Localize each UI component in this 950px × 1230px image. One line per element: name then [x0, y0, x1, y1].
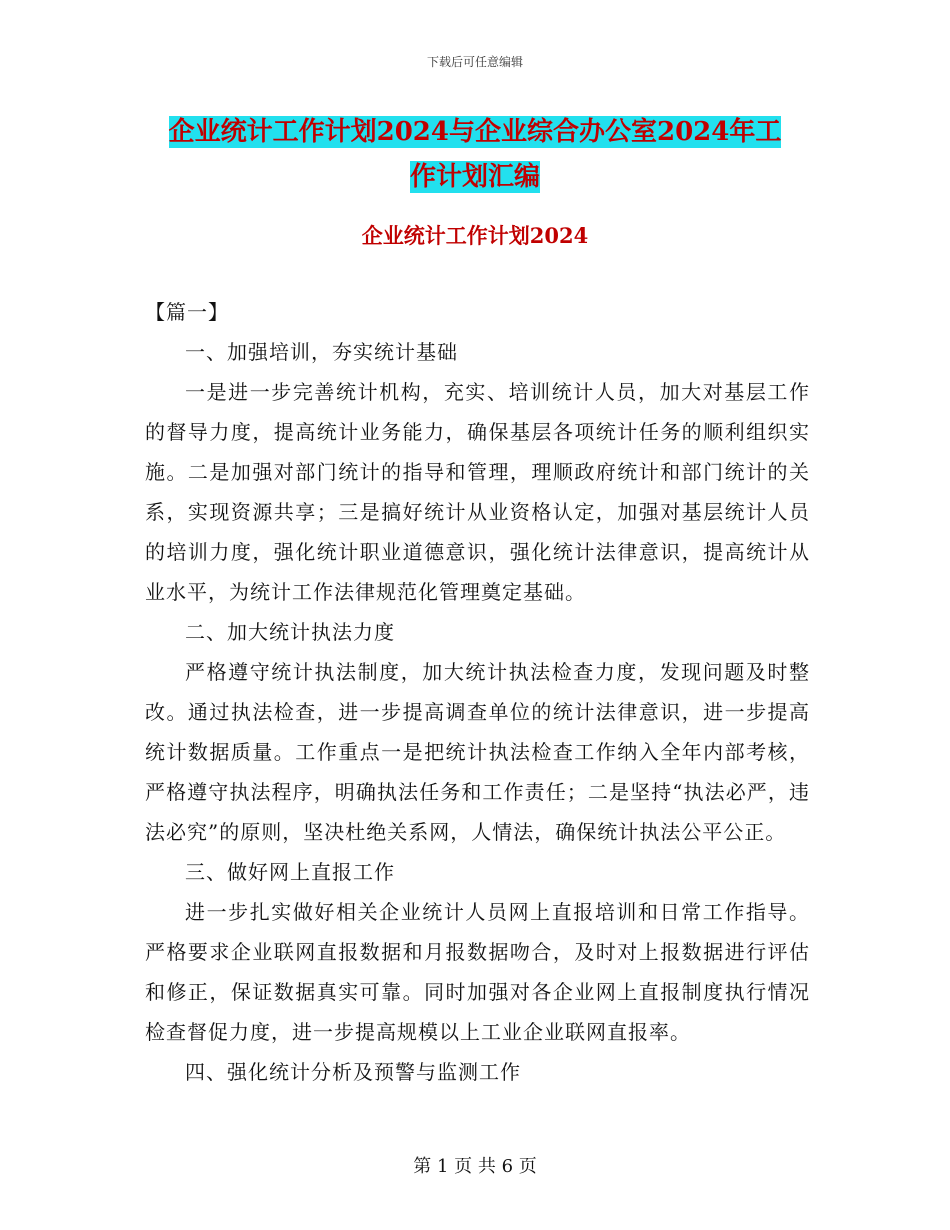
title-line-2: 作计划汇编	[409, 162, 540, 192]
title-line-1: 企业统计工作计划2024与企业综合办公室2024年工	[168, 117, 782, 147]
section-heading-3: 三、做好网上直报工作	[185, 860, 395, 884]
page-footer: 第 1 页 共 6 页	[413, 1156, 537, 1177]
document-body	[145, 292, 810, 1092]
document-title	[150, 110, 800, 200]
section-heading-1: 一、加强培训，夯实统计基础	[185, 340, 458, 364]
body-paragraph-2: 严格遵守统计执法制度，加大统计执法检查力度，发现问题及时整改。通过执法检查，进一步提高调查单位的统计法律意识，进一步提高统计数据质量。工作重点一是把统计执法检查工作纳入全年内部考核，严格遵守执法程序，明确执法任务和工作责任；二是坚持“执法必严，违法必究”的原则，坚决杜绝关系网，人情法，确保统计执法公平公正。	[145, 660, 810, 844]
header-note: 下载后可任意编辑	[426, 55, 523, 69]
section-heading-2: 二、加大统计执法力度	[185, 620, 395, 644]
body-paragraph-3: 进一步扎实做好相关企业统计人员网上直报培训和日常工作指导。严格要求企业联网直报数据和月报数据吻合，及时对上报数据进行评估和修正，保证数据真实可靠。同时加强对各企业网上直报制度执行情况检查督促力度，进一步提高规模以上工业企业联网直报率。	[145, 900, 810, 1044]
section-title: 企业统计工作计划2024	[361, 223, 589, 248]
section-heading-4: 四、强化统计分析及预警与监测工作	[185, 1060, 521, 1084]
chapter-label: 【篇一】	[145, 300, 229, 324]
body-paragraph-1: 一是进一步完善统计机构，充实、培训统计人员，加大对基层工作的督导力度，提高统计业务能力，确保基层各项统计任务的顺利组织实施。二是加强对部门统计的指导和管理，理顺政府统计和部门统计的关系，实现资源共享；三是搞好统计从业资格认定，加强对基层统计人员的培训力度，强化统计职业道德意识，强化统计法律意识，提高统计从业水平，为统计工作法律规范化管理奠定基础。	[145, 380, 810, 604]
